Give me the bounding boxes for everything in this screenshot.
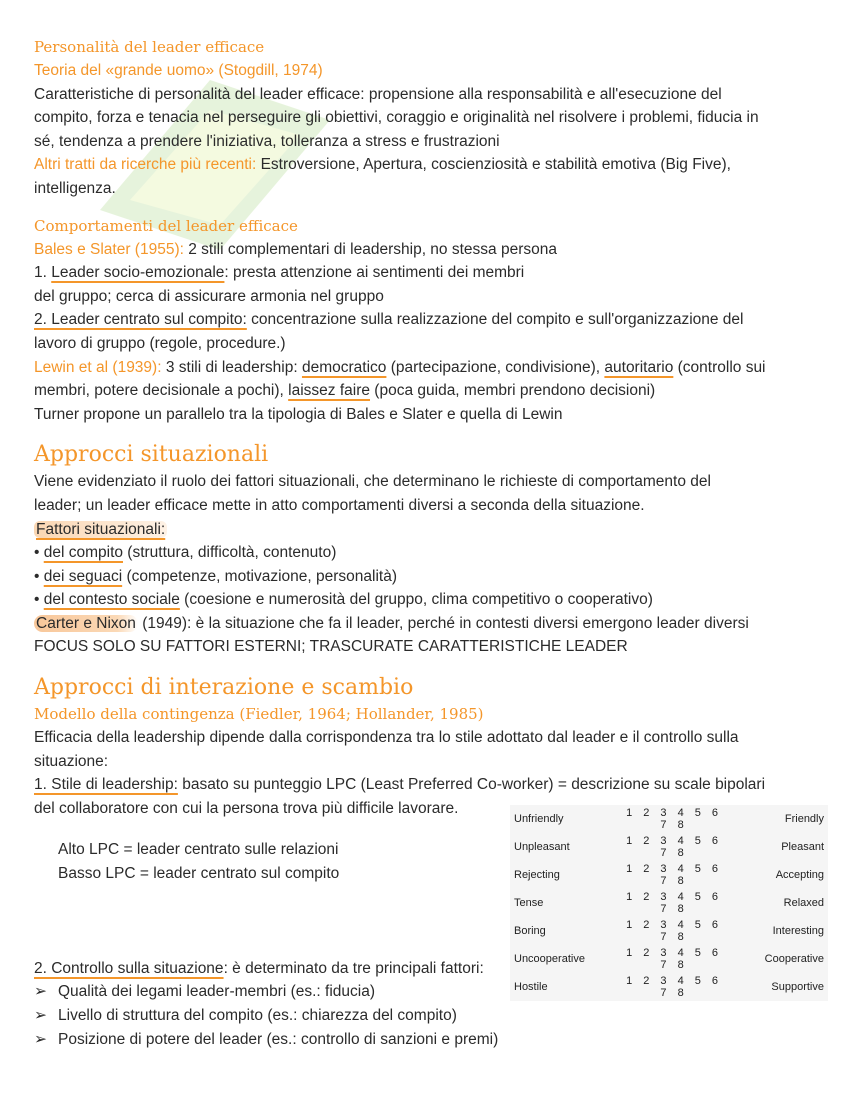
bullet-item: • del contesto sociale (coesione e numerosità del gruppo, clima competitivo o cooperativo) xyxy=(34,591,653,609)
lpc-right-label: Cooperative xyxy=(764,952,824,965)
lewin-text: membri, potere decisionale a pochi), xyxy=(34,382,289,400)
low-lpc-line: Basso LPC = leader centrato sul compito xyxy=(58,865,340,883)
carter-line xyxy=(34,612,819,636)
bullet-text: (competenze, motivazione, personalità) xyxy=(122,567,397,585)
bullet-item: • dei seguaci (competenze, motivazione, personalità) xyxy=(34,567,397,585)
paragraph-line: Caratteristiche di personalità del leader efficace: propensione alla responsabilità e all'esecuzione del xyxy=(34,85,722,103)
other-traits-label: Altri tratti da ricerche più recenti: xyxy=(34,156,257,174)
paragraph-line: leader; un leader efficace mette in atto comportamenti diversi a seconda della situazione. xyxy=(34,496,645,514)
item2-line xyxy=(34,308,819,332)
control-label: 2. Controllo sulla situazione xyxy=(34,959,224,977)
lpc-left-label: Unpleasant xyxy=(514,840,570,853)
lpc-left-label: Uncooperative xyxy=(514,952,585,965)
paragraph-line: del collaboratore con cui la persona trova più difficile lavorare. xyxy=(34,799,459,817)
style-line xyxy=(34,773,819,797)
paragraph-line: intelligenza. xyxy=(34,179,116,197)
item1-number: 1. xyxy=(34,264,52,282)
paragraph-line: del gruppo; cerca di assicurare armonia nel gruppo xyxy=(34,287,384,305)
item1-label: Leader socio-emozionale xyxy=(51,264,225,282)
item2-label: 2. Leader centrato sul compito: xyxy=(34,311,247,329)
lewin-label: Lewin et al (1939): xyxy=(34,358,162,376)
lpc-left-label: Tense xyxy=(514,896,544,909)
table-row xyxy=(510,973,828,1001)
table-row xyxy=(510,889,828,917)
subtitle-contingency: Modello della contingenza (Fiedler, 1964; Hollander, 1985) xyxy=(34,705,484,724)
lewin-line xyxy=(34,356,819,380)
style-label: 1. Stile di leadership: xyxy=(34,776,178,794)
factor-item xyxy=(34,1028,819,1052)
bales-label: Bales e Slater (1955): xyxy=(34,240,184,258)
lpc-description xyxy=(34,797,458,886)
lewin-text: (poca guida, membri prendono decisioni) xyxy=(370,382,656,400)
bullet-label: del contesto sociale xyxy=(43,591,180,609)
arrow-icon: ➢ xyxy=(34,983,47,1001)
factors-label: Fattori situazionali: xyxy=(36,520,166,538)
section-title-interaction: Approcci di interazione e scambio xyxy=(34,675,414,701)
section-title-personality: Personalità del leader efficace xyxy=(34,38,265,56)
lpc-right-label: Relaxed xyxy=(783,896,824,909)
bales-line xyxy=(34,238,819,262)
carter-label: Carter e Nixon xyxy=(36,614,136,632)
item1-text: : presta attenzione ai sentimenti dei membri xyxy=(224,264,525,282)
other-traits-line xyxy=(34,153,819,177)
lewin-text: (partecipazione, condivisione), xyxy=(386,358,605,376)
lpc-scale-table xyxy=(510,805,828,1001)
lewin-democratic: democratico xyxy=(301,358,387,376)
factors-line xyxy=(34,518,819,542)
lpc-scale: 1 2 3 4 5 6 7 8 xyxy=(626,806,723,831)
bales-text: 2 stili complementari di leadership, no stessa persona xyxy=(183,240,557,258)
table-row xyxy=(510,945,828,973)
lewin-text: 3 stili di leadership: xyxy=(161,358,302,376)
lpc-scale: 1 2 3 4 5 6 7 8 xyxy=(626,890,723,915)
lpc-left-label: Hostile xyxy=(514,980,548,993)
paragraph-line: compito, forza e tenacia nel perseguire gli obiettivi, coraggio e originalità nel risolvere i problemi, fiducia in xyxy=(34,109,759,127)
bullet-label: dei seguaci xyxy=(43,567,123,585)
lewin-authoritarian: autoritario xyxy=(604,358,674,376)
lewin-text: (controllo sui xyxy=(673,358,766,376)
factor-text: Qualità dei legami leader-membri (es.: fiducia) xyxy=(58,983,376,1001)
lpc-scale: 1 2 3 4 5 6 7 8 xyxy=(626,946,723,971)
lewin-line-2 xyxy=(34,379,819,403)
paragraph-line: Viene evidenziato il ruolo dei fattori situazionali, che determinano le richieste di comportamento del xyxy=(34,473,711,491)
table-row xyxy=(510,917,828,945)
arrow-icon: ➢ xyxy=(34,1030,47,1048)
subtitle-great-man: Teoria del «grande uomo» (Stogdill, 1974) xyxy=(34,62,323,79)
lpc-scale: 1 2 3 4 5 6 7 8 xyxy=(626,974,723,999)
table-row xyxy=(510,861,828,889)
control-text: : è determinato da tre principali fattori: xyxy=(223,959,484,977)
factor-item xyxy=(34,1004,819,1028)
bullet-text: (coesione e numerosità del gruppo, clima competitivo o cooperativo) xyxy=(179,591,653,609)
section-title-behaviours: Comportamenti del leader efficace xyxy=(34,216,298,235)
style-text: basato su punteggio LPC (Least Preferred Co-worker) = descrizione su scale bipolari xyxy=(177,776,766,794)
lpc-right-label: Accepting xyxy=(775,868,824,881)
table-row xyxy=(510,833,828,861)
bullet-text: (struttura, difficoltà, contenuto) xyxy=(123,544,337,562)
lpc-left-label: Unfriendly xyxy=(514,812,564,825)
factor-text: Posizione di potere del leader (es.: controllo di sanzioni e premi) xyxy=(58,1030,499,1048)
lpc-scale: 1 2 3 4 5 6 7 8 xyxy=(626,834,723,859)
item2-text: concentrazione sulla realizzazione del compito e sull'organizzazione del xyxy=(246,311,744,329)
lpc-right-label: Friendly xyxy=(784,812,824,825)
item1-line xyxy=(34,261,819,285)
lewin-laissez-faire: laissez faire xyxy=(288,382,370,400)
lpc-left-label: Rejecting xyxy=(514,868,560,881)
table-row xyxy=(510,805,828,833)
lpc-scale: 1 2 3 4 5 6 7 8 xyxy=(626,862,723,887)
section-title-situational: Approcci situazionali xyxy=(34,442,269,468)
paragraph-line: situazione: xyxy=(34,752,109,770)
document-page xyxy=(34,36,824,1051)
bullet-label: del compito xyxy=(43,544,123,562)
high-lpc-line: Alto LPC = leader centrato sulle relazioni xyxy=(58,841,339,859)
other-traits-text: Estroversione, Apertura, coscienziosità e stabilità emotiva (Big Five), xyxy=(256,156,731,174)
paragraph-line: sé, tendenza a prendere l'iniziativa, tolleranza a stress e frustrazioni xyxy=(34,132,500,150)
lpc-right-label: Pleasant xyxy=(781,840,824,853)
turner-line: Turner propone un parallelo tra la tipologia di Bales e Slater e quella di Lewin xyxy=(34,405,563,423)
bullet-item: • del compito (struttura, difficoltà, contenuto) xyxy=(34,544,337,562)
factor-text: Livello di struttura del compito (es.: chiarezza del compito) xyxy=(58,1007,457,1025)
arrow-icon: ➢ xyxy=(34,1007,47,1025)
lpc-left-label: Boring xyxy=(514,924,546,937)
lpc-right-label: Interesting xyxy=(772,924,824,937)
lpc-right-label: Supportive xyxy=(771,980,824,993)
paragraph-line: lavoro di gruppo (regole, procedure.) xyxy=(34,334,286,352)
carter-text: (1949): è la situazione che fa il leader, perché in contesti diversi emergono leader diversi xyxy=(137,614,749,632)
lpc-scale: 1 2 3 4 5 6 7 8 xyxy=(626,918,723,943)
focus-line: FOCUS SOLO SU FATTORI ESTERNI; TRASCURATE CARATTERISTICHE LEADER xyxy=(34,638,628,656)
paragraph-line: Efficacia della leadership dipende dalla corrispondenza tra lo stile adottato dal leader e il controllo sulla xyxy=(34,729,739,747)
